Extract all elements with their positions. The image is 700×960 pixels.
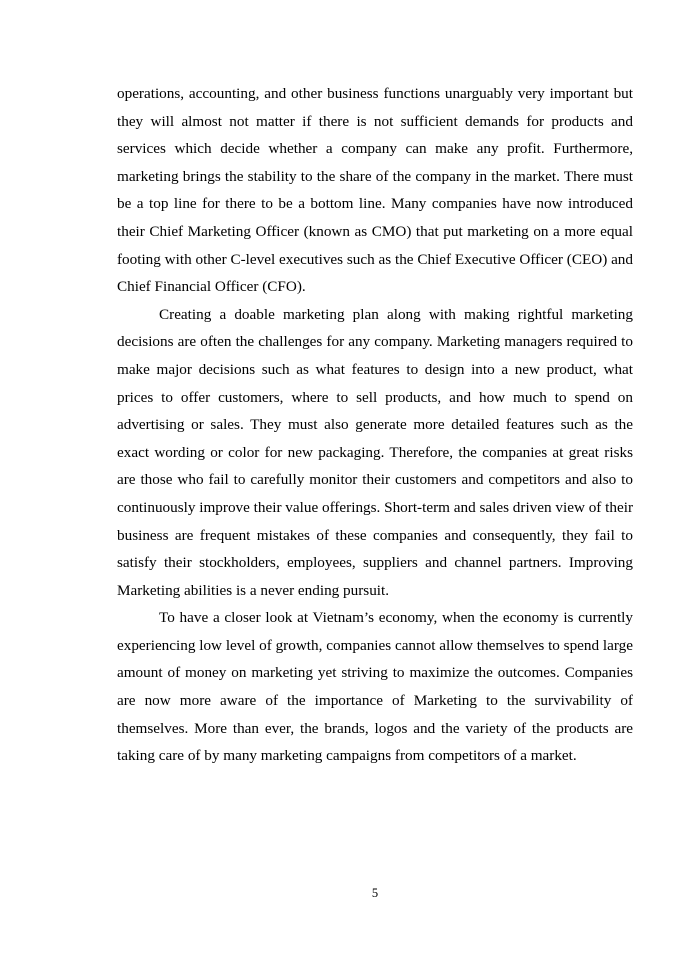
paragraph-continuation: operations, accounting, and other business functions unarguably very important but they will almost not matter if there is not sufficient demands for products and services which decide whether a company can make any profit. Furthermore, marketing brings the stability to the share of the company in the market. There must be a top line for there to be a bottom line. Many companies have now introduced their Chief Marketing Officer (known as CMO) that put marketing on a more equal footing with other C-level executives such as the Chief Executive Officer (CEO) and Chief Financial Officer (CFO). [117,85,633,296]
page-number: 5 [371,886,379,900]
paragraph-marketing-plan: Creating a doable marketing plan along with making rightful marketing decisions are often the challenges for any company. Marketing managers required to make major decisions such as what features to design into a new product, what prices to offer customers, where to sell products, and how much to spend on advertising or sales. They must also generate more detailed features such as the exact wording or color for new packaging. Therefore, the companies at great risks are those who fail to carefully monitor their customers and competitors and also to continuously improve their value offerings. Short-term and sales driven view of their business are frequent mistakes of these companies and consequently, they fail to satisfy their stockholders, employees, suppliers and channel partners. Improving Marketing abilities is a never ending pursuit. [117,305,633,599]
body-text [117,80,633,770]
paragraph-vietnam-economy: To have a closer look at Vietnam’s economy, when the economy is currently experiencing low level of growth, companies cannot allow themselves to spend large amount of money on marketing yet striving to maximize the outcomes. Companies are now more aware of the importance of Marketing to the survivability of themselves. More than ever, the brands, logos and the variety of the products are taking care of by many marketing campaigns from competitors of a market. [117,609,633,765]
